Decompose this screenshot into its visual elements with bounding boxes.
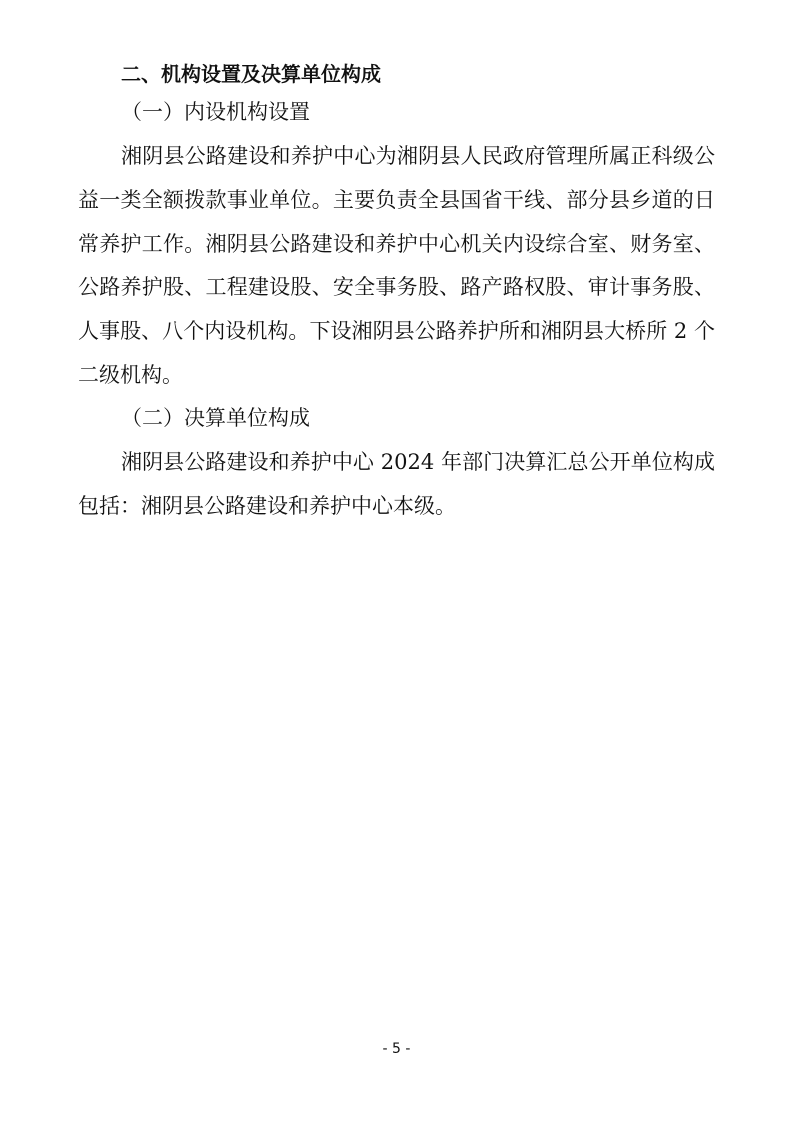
subsection-title-budget-units: （二）决算单位构成	[121, 406, 310, 430]
paragraph-line-5: 人事股、八个内设机构。下设湘阴县公路养护所和湘阴县大桥所 2 个	[78, 319, 715, 343]
paragraph-line-4: 公路养护股、工程建设股、安全事务股、路产路权股、审计事务股、	[78, 275, 715, 299]
subsection-title-internal-organization: （一）内设机构设置	[121, 100, 310, 124]
paragraph2-line-2: 包括：湘阴县公路建设和养护中心本级。	[78, 494, 456, 518]
page-number: - 5 -	[382, 1041, 411, 1057]
paragraph-line-3: 常养护工作。湘阴县公路建设和养护中心机关内设综合室、财务室、	[78, 232, 715, 256]
paragraph-line-6: 二级机构。	[78, 363, 183, 387]
paragraph2-line-1: 湘阴县公路建设和养护中心 2024 年部门决算汇总公开单位构成	[121, 450, 715, 474]
paragraph-line-1: 湘阴县公路建设和养护中心为湘阴县人民政府管理所属正科级公	[121, 144, 715, 168]
section-heading: 二、机构设置及决算单位构成	[121, 62, 381, 86]
paragraph-line-2: 益一类全额拨款事业单位。主要负责全县国省干线、部分县乡道的日	[78, 188, 715, 212]
